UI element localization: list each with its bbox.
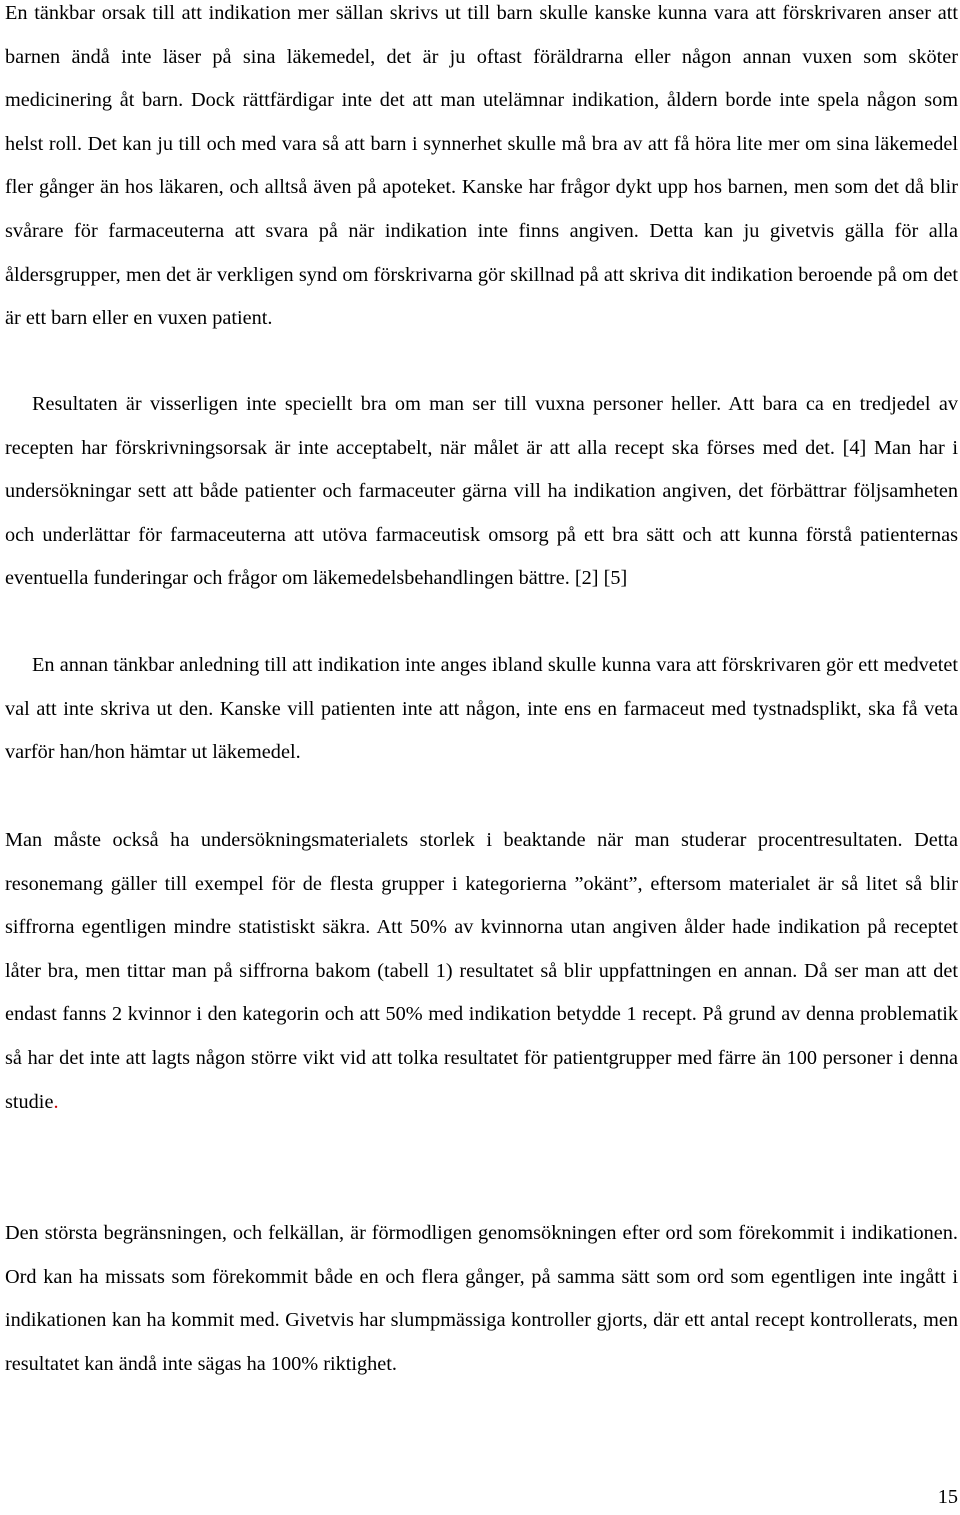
paragraph-adult-results: Resultaten är visserligen inte speciellt bra om man ser till vuxna personer heller. Att bara ca en tredjedel av recepten har förskrivningsorsak är inte acceptabelt, när målet är att alla recept ska förses med det. [4] Man har i undersökningar sett att både patienter och farmaceuter gärna vill ha indikation angiven, det förbättrar följsamheten och underlättar för farmaceuterna att utöva farmaceutisk omsorg på ett bra sätt och att kunna förstå patienternas eventuella funderingar och frågor om läkemedelsbehandlingen bättre. [2] [5] <box>5 393 958 590</box>
paragraph-sample-size-trailing-mark: . <box>53 1090 59 1113</box>
paragraph-sample-size-text: Man måste också ha undersökningsmaterialets storlek i beaktande när man studerar procentresultaten. Detta resonemang gäller till exempel för de flesta grupper i kategorierna ”okänt”, eftersom materialet är så litet så blir siffrorna egentligen mindre statistiskt säkra. Att 50% av kvinnorna utan angiven ålder hade indikation på receptet låter bra, men tittar man på siffrorna bakom (tabell 1) resultatet så blir uppfattningen en annan. Då ser man att det endast fanns 2 kvinnor i den kategorin och att 50% med indikation betydde 1 recept. På grund av denna problematik så har det inte att lagts någon större vikt vid att tolka resultatet för patientgrupper med färre än 100 personer i denna studie <box>5 829 958 1113</box>
paragraph-sample-size <box>5 819 958 1124</box>
page-number: 15 <box>937 1486 958 1508</box>
paragraph-children-indication: En tänkbar orsak till att indikation mer sällan skrivs ut till barn skulle kanske kunna vara att förskrivaren anser att barnen ändå inte läser på sina läkemedel, det är ju oftast föräldrarna eller någon annan vuxen som sköter medicinering åt barn. Dock rättfärdigar inte det att man utelämnar indikation, åldern borde inte spela någon som helst roll. Det kan ju till och med vara så att barn i synnerhet skulle må bra av att få höra lite mer om sina läkemedel fler gånger än hos läkaren, och alltså även på apoteket. Kanske har frågor dykt upp hos barnen, men som det då blir svårare för farmaceuterna att svara på när indikation inte finns angiven. Detta kan ju givetvis gälla för alla åldersgrupper, men det är verkligen synd om förskrivarna gör skillnad på att skriva dit indikation beroende på om det är ett barn eller en vuxen patient. <box>5 2 958 330</box>
paragraph-deliberate-omission: En annan tänkbar anledning till att indikation inte anges ibland skulle kunna vara att förskrivaren gör ett medvetet val att inte skriva ut den. Kanske vill patienten inte att någon, inte ens en farmaceut med tystnadsplikt, ska få veta varför han/hon hämtar ut läkemedel. <box>5 654 958 764</box>
paragraph-main-limitation: Den största begränsningen, och felkällan, är förmodligen genomsökningen efter ord som förekommit i indikationen. Ord kan ha missats som förekommit både en och flera gånger, på samma sätt som ord som egentligen inte ingått i indikationen kan ha kommit med. Givetvis har slumpmässiga kontroller gjorts, där ett antal recept kontrollerats, men resultatet kan ändå inte sägas ha 100% riktighet. <box>5 1222 958 1375</box>
